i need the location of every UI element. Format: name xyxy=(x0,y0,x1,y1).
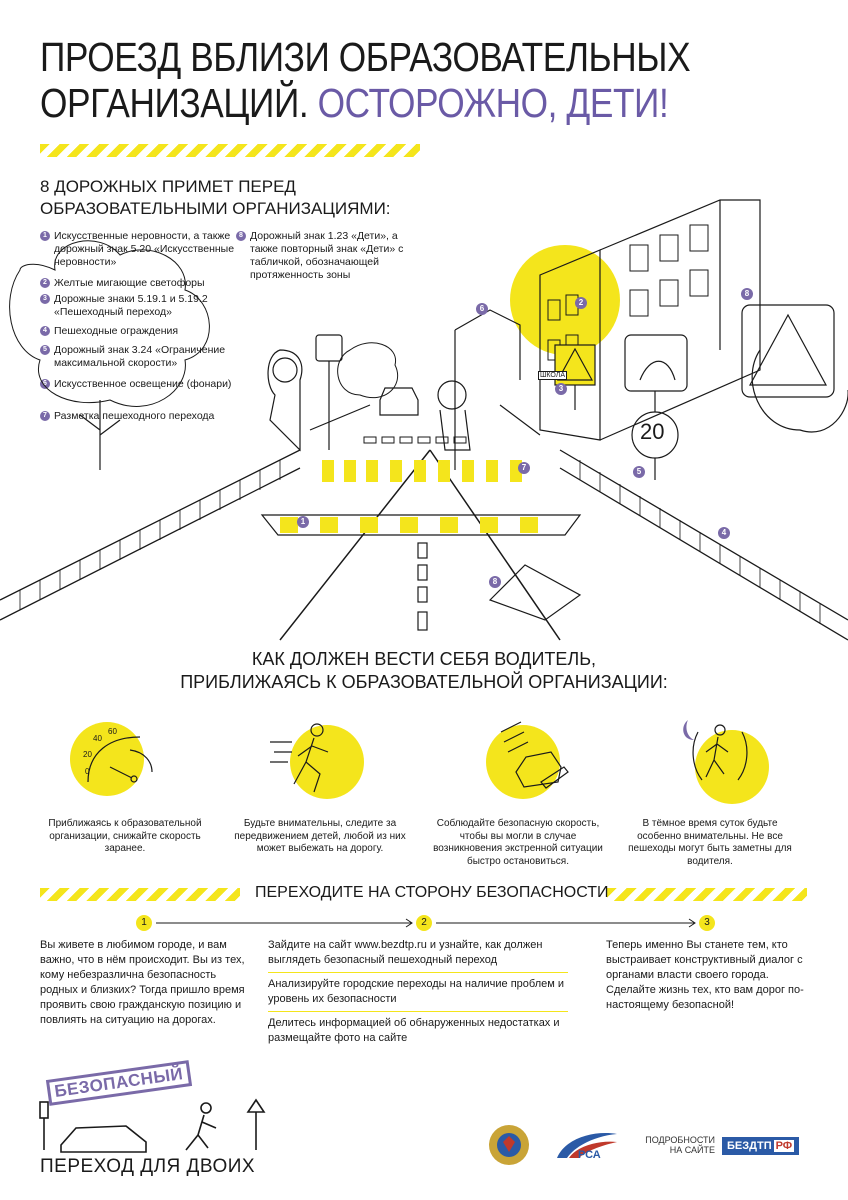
marker-1: 1 xyxy=(297,516,309,528)
step-3: 3 xyxy=(699,915,715,931)
list-item: 3 Дорожные знаки 5.19.1 и 5.19.2 «Пешеходный переход» xyxy=(40,293,244,319)
night-figure xyxy=(670,712,770,802)
crossing-logo-text: ПЕРЕХОД ДЛЯ ДВОИХ xyxy=(40,1156,256,1177)
tip-3: Соблюдайте безопасную скорость, чтобы вы могли в случае возникновения экстренной ситуации быстро остановиться. xyxy=(433,818,603,867)
list-item: 5 Дорожный знак 3.24 «Ограничение максимальной скорости» xyxy=(40,344,244,370)
title-line-2: ОРГАНИЗАЦИЙ. xyxy=(40,80,309,126)
marker-8b: 8 xyxy=(489,576,501,588)
list-item: 7 Разметка пешеходного перехода xyxy=(40,410,244,423)
speedometer-dial xyxy=(70,722,170,802)
marker-5: 5 xyxy=(633,466,645,478)
rsa-logo-text: РСА xyxy=(578,1149,601,1161)
title-accent: ОСТОРОЖНО, ДЕТИ! xyxy=(317,80,669,126)
list-item: Анализируйте городские переходы на наличие проблем и уровень их безопасности xyxy=(268,977,568,1012)
safety-heading: ПЕРЕХОДИТЕ НА СТОРОНУ БЕЗОПАСНОСТИ xyxy=(255,884,609,901)
speed-limit-value: 20 xyxy=(640,419,665,444)
list-item: 1 Искусственные неровности, а также дорожный знак 5.20 «Искусственные неровности» xyxy=(40,230,244,269)
site-link[interactable]: БЕЗДТП РФ xyxy=(722,1137,799,1155)
marker-4: 4 xyxy=(718,527,730,539)
list-item: 4 Пешеходные ограждения xyxy=(40,325,244,338)
driver-heading: КАК ДОЛЖЕН ВЕСТИ СЕБЯ ВОДИТЕЛЬ, ПРИБЛИЖАЯСЬ К ОБРАЗОВАТЕЛЬНОЙ ОРГАНИЗАЦИИ: xyxy=(180,649,668,692)
step-1: 1 xyxy=(136,915,152,931)
list-item: 2 Желтые мигающие светофоры xyxy=(40,277,244,290)
marker-2: 2 xyxy=(575,297,587,309)
step-2: 2 xyxy=(416,915,432,931)
school-plate: ШКОЛА xyxy=(540,372,566,379)
marker-3: 3 xyxy=(555,383,567,395)
traffic-light-glow xyxy=(510,245,620,355)
braking-car xyxy=(486,712,586,802)
yellow-stripe-left xyxy=(40,888,240,901)
stamp-safe: БЕЗОПАСНЫЙ xyxy=(46,1060,192,1106)
signs-heading: 8 ДОРОЖНЫХ ПРИМЕТ ПЕРЕД ОБРАЗОВАТЕЛЬНЫМИ ОРГАНИЗАЦИЯМИ: xyxy=(40,177,391,218)
tip-2: Будьте внимательны, следите за передвижением детей, любой из них может выбежать на дорогу. xyxy=(234,818,406,854)
title-line-1: ПРОЕЗД ВБЛИЗИ ОБРАЗОВАТЕЛЬНЫХ xyxy=(40,34,691,80)
step-arrows xyxy=(150,915,710,931)
safety-col-2 xyxy=(268,938,568,1046)
marker-6: 6 xyxy=(476,303,488,315)
list-item: Делитесь информацией об обнаруженных недостатках и размещайте фото на сайте xyxy=(268,1017,560,1044)
marker-8: 8 xyxy=(741,288,753,300)
list-item: 6 Искусственное освещение (фонари) xyxy=(40,378,244,391)
running-figure xyxy=(262,712,362,802)
yellow-stripe-right xyxy=(607,888,807,901)
tip-1: Приближаясь к образовательной организации, снижайте скорость заранее. xyxy=(48,818,202,854)
list-item: 8 Дорожный знак 1.23 «Дети», а также повторный знак «Дети» с табличкой, обозначающей протяженность зоны xyxy=(236,230,425,282)
more-info-label: ПОДРОБНОСТИ НА САЙТЕ xyxy=(645,1135,715,1155)
tip-4: В тёмное время суток будьте особенно внимательны. Не все пешеходы могут быть заметны для водителя. xyxy=(628,818,792,867)
page-title xyxy=(40,34,711,126)
safety-col-1: Вы живете в любимом городе, и вам важно, что в нём происходит. Вы из тех, кому небезразлична безопасность родных и близких? Тогда пришло время проявить свою гражданскую позицию и повлиять на ситуацию на дорогах. xyxy=(40,939,245,1026)
marker-7: 7 xyxy=(518,462,530,474)
street-illustration xyxy=(0,150,848,650)
safety-col-3: Теперь именно Вы станете тем, кто выстраивает конструктивный диалог с органами власти своего города. Сделайте жизнь тех, кто вам дорог по-настоящему безопасной! xyxy=(606,939,804,1011)
list-item: Зайдите на сайт www.bezdtp.ru и узнайте, как должен выглядеть безопасный пешеходный переход xyxy=(268,938,568,973)
police-emblem-icon xyxy=(487,1122,531,1168)
